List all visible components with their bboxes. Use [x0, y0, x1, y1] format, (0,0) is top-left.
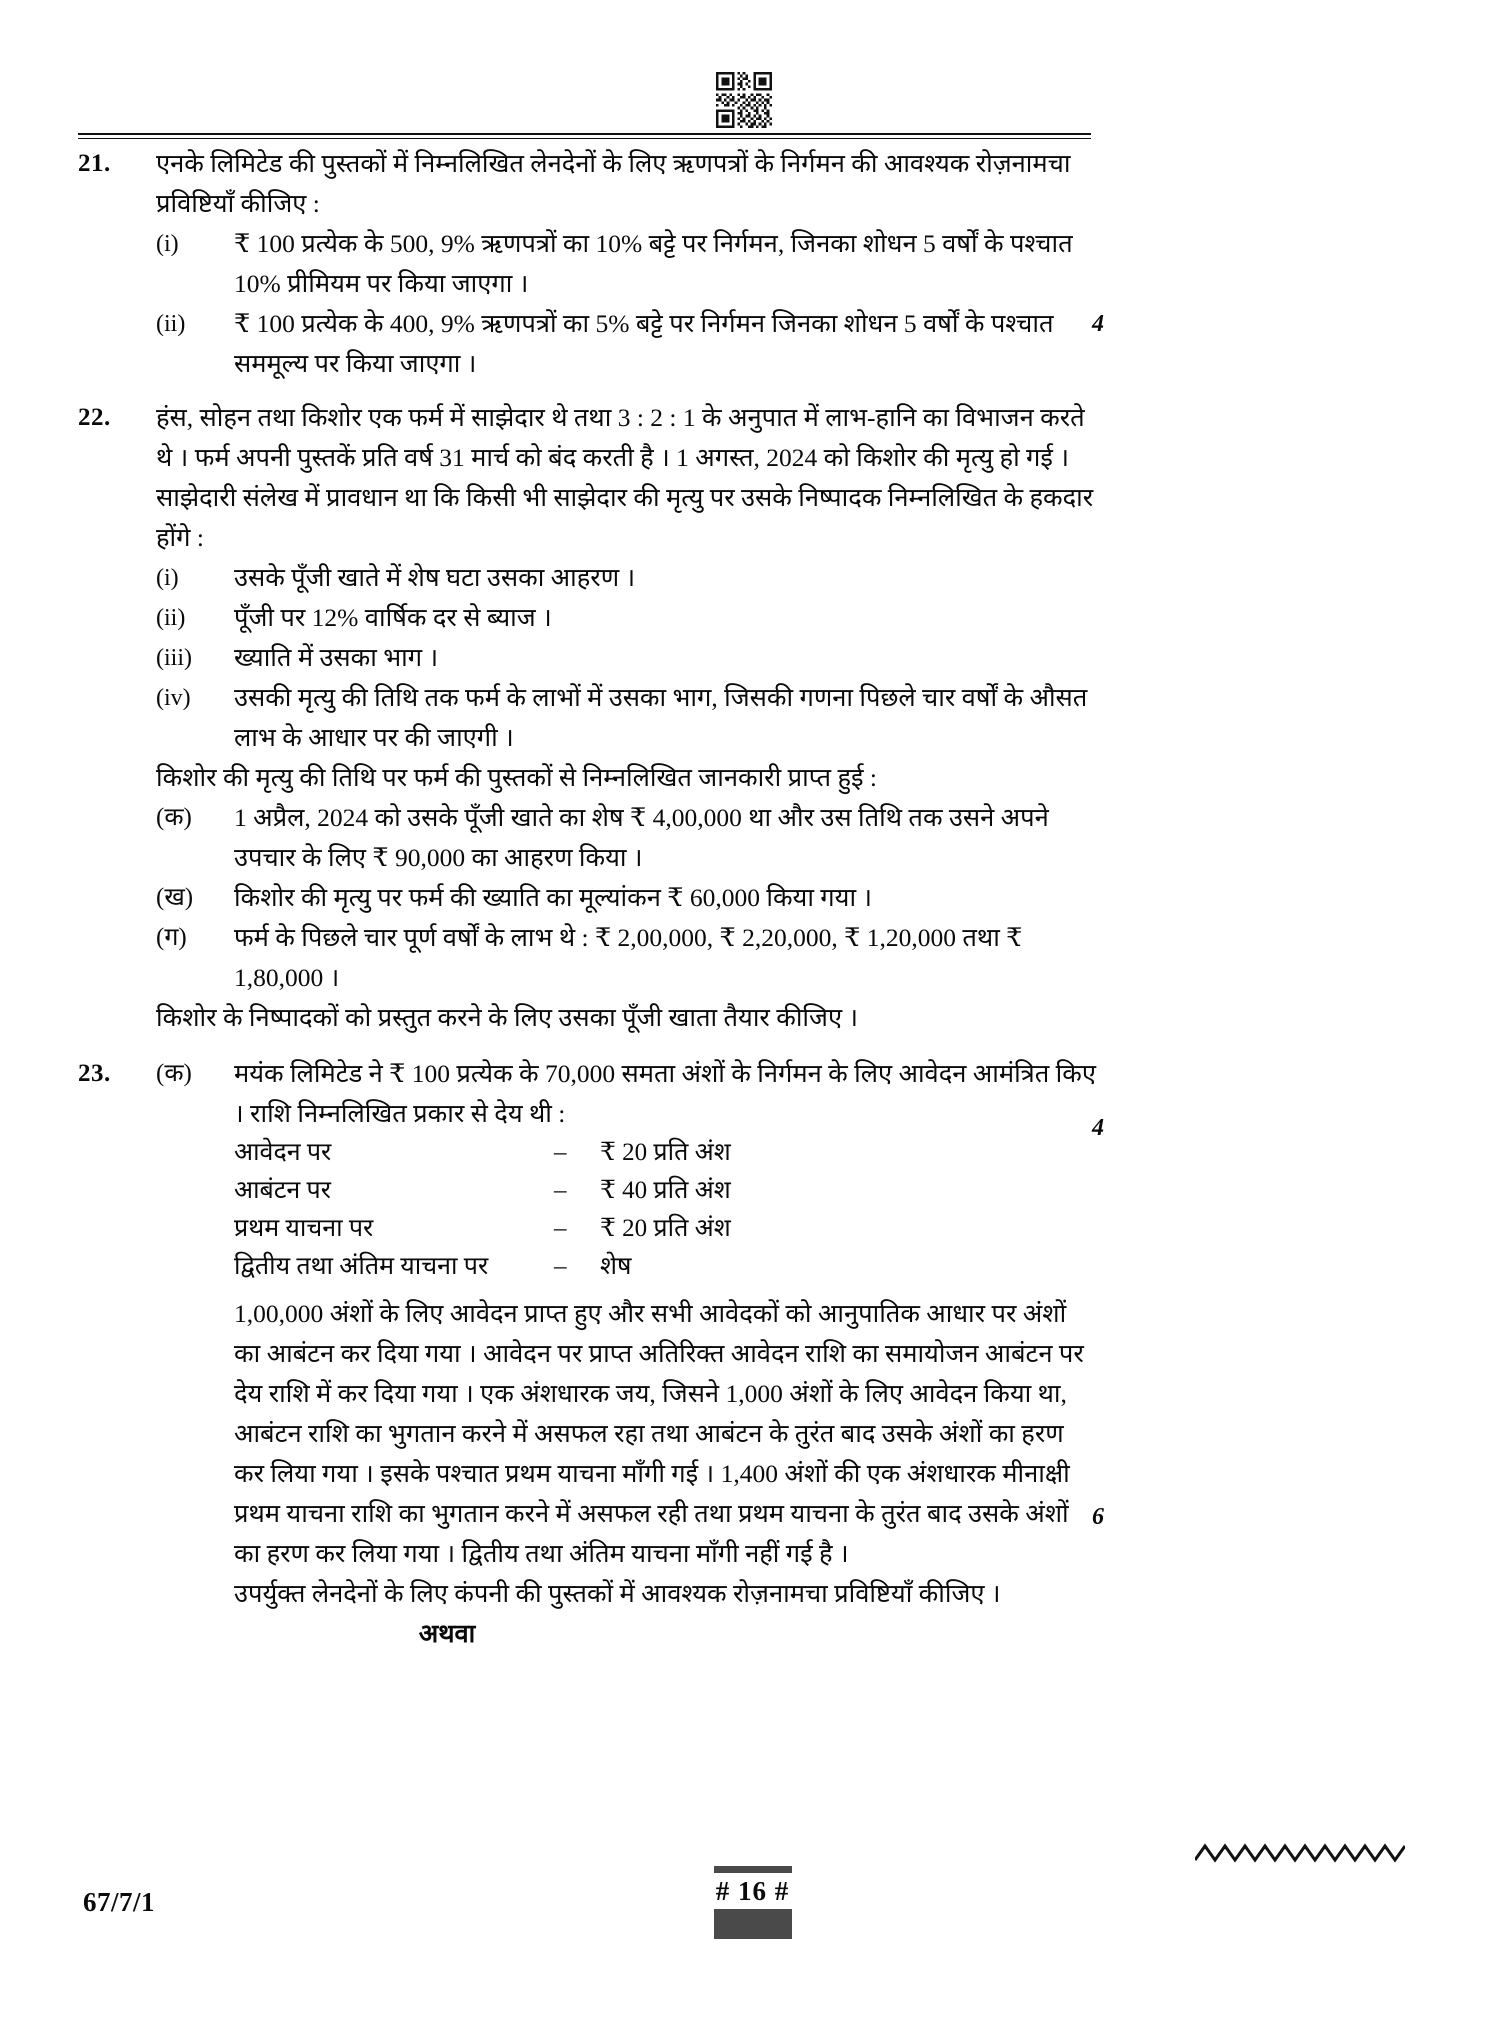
- item-marker: (i): [156, 565, 179, 591]
- question-22-items-2: [156, 798, 1098, 998]
- question-22-mid-text: किशोर की मृत्यु की तिथि पर फर्म की पुस्तकों से निम्नलिखित जानकारी प्राप्त हुई :: [156, 763, 877, 792]
- page-bar-top: [714, 1866, 792, 1873]
- schedule-label: आवेदन पर: [234, 1139, 332, 1166]
- item-marker: (iv): [156, 685, 191, 711]
- list-item: [156, 558, 1098, 598]
- squiggle-decoration-icon: [1195, 1840, 1405, 1868]
- paper-code: 67/7/1: [83, 1887, 156, 1917]
- question-23: [78, 1054, 1104, 1654]
- payment-schedule-table: [234, 1134, 731, 1286]
- item-text: पूँजी पर 12% वार्षिक दर से ब्याज ।: [234, 603, 552, 632]
- list-item: [156, 224, 1098, 304]
- question-23-number: 23.: [78, 1060, 111, 1087]
- question-21: [78, 144, 1104, 384]
- schedule-dash: –: [554, 1215, 567, 1242]
- list-item: [156, 798, 1098, 878]
- list-item: [156, 598, 1098, 638]
- question-22-items: [156, 558, 1098, 758]
- page-number-block: [0, 1866, 1505, 1939]
- alternative-label: अथवा: [418, 1619, 476, 1648]
- page-number: # 16 #: [715, 1876, 790, 1906]
- item-text: किशोर की मृत्यु पर फर्म की ख्याति का मूल्यांकन ₹ 60,000 किया गया ।: [234, 883, 873, 912]
- table-row: [234, 1248, 731, 1286]
- schedule-dash: –: [554, 1139, 567, 1166]
- item-marker: (ii): [156, 311, 186, 337]
- question-23-closing: उपर्युक्त लेनदेनों के लिए कंपनी की पुस्तकों में आवश्यक रोज़नामचा प्रविष्टियाँ कीजिए ।: [234, 1579, 1001, 1608]
- questions-container: [78, 144, 1104, 1654]
- item-marker: (ii): [156, 605, 186, 631]
- list-item: [156, 918, 1098, 998]
- list-item: [156, 638, 1098, 678]
- question-22-marks: 4: [1092, 1115, 1104, 1141]
- question-23-intro: मयंक लिमिटेड ने ₹ 100 प्रत्येक के 70,000 समता अंशों के निर्गमन के लिए आवेदन आमंत्रित किए । राशि निम्नलिखित प्रकार से देय थी :: [234, 1059, 1096, 1128]
- item-marker: (ख): [156, 884, 194, 911]
- table-row: [234, 1210, 731, 1248]
- question-21-intro: एनके लिमिटेड की पुस्तकों में निम्नलिखित लेनदेनों के लिए ऋणपत्रों के निर्गमन की आवश्यक रोज़नामचा प्रविष्टियाँ कीजिए :: [156, 149, 1071, 218]
- item-marker: (ग): [156, 924, 187, 951]
- item-marker: (i): [156, 231, 179, 257]
- qr-code-icon: [716, 72, 772, 128]
- list-item: [156, 304, 1098, 384]
- item-text: ₹ 100 प्रत्येक के 400, 9% ऋणपत्रों का 5% बट्टे पर निर्गमन जिनका शोधन 5 वर्षों के पश्चात सममूल्य पर किया जाएगा ।: [234, 309, 1054, 378]
- schedule-value: ₹ 20 प्रति अंश: [600, 1139, 731, 1166]
- item-text: फर्म के पिछले चार पूर्ण वर्षों के लाभ थे : ₹ 2,00,000, ₹ 2,20,000, ₹ 1,20,000 तथा ₹ 1,80,000 ।: [234, 923, 1023, 992]
- question-21-items: [156, 224, 1098, 384]
- schedule-value: शेष: [600, 1253, 632, 1280]
- item-text: उसके पूँजी खाते में शेष घटा उसका आहरण ।: [234, 563, 636, 592]
- question-23-body: 1,00,000 अंशों के लिए आवेदन प्राप्त हुए और सभी आवेदकों को आनुपातिक आधार पर अंशों का आबंटन कर दिया गया । आवेदन पर प्राप्त अतिरिक्त आवेदन राशि का समायोजन आबंटन पर देय राशि में कर दिया गया । एक अंशधारक जय, जिसने 1,000 अंशों के लिए आवेदन किया था, आबंटन राशि का भुगतान करने में असफल रहा तथा आबंटन के तुरंत बाद उसके अंशों का हरण कर लिया गया । इसके पश्चात प्रथम याचना माँगी गई । 1,400 अंशों की एक अंशधारक मीनाक्षी प्रथम याचना राशि का भुगतान करने में असफल रही तथा प्रथम याचना के तुरंत बाद उसके अंशों का हरण कर लिया गया । द्वितीय तथा अंतिम याचना माँगी नहीं गई है ।: [234, 1299, 1084, 1568]
- schedule-dash: –: [554, 1253, 567, 1280]
- question-21-number: 21.: [78, 150, 111, 177]
- schedule-value: ₹ 40 प्रति अंश: [600, 1177, 731, 1204]
- table-row: [234, 1172, 731, 1210]
- item-text: 1 अप्रैल, 2024 को उसके पूँजी खाते का शेष ₹ 4,00,000 था और उस तिथि तक उसने अपने उपचार के लिए ₹ 90,000 का आहरण किया ।: [234, 803, 1049, 872]
- schedule-label: प्रथम याचना पर: [234, 1215, 374, 1242]
- schedule-label: आबंटन पर: [234, 1177, 331, 1204]
- schedule-value: ₹ 20 प्रति अंश: [600, 1215, 731, 1242]
- item-text: उसकी मृत्यु की तिथि तक फर्म के लाभों में उसका भाग, जिसकी गणना पिछले चार वर्षों के औसत लाभ के आधार पर की जाएगी ।: [234, 683, 1088, 752]
- table-row: [234, 1134, 731, 1172]
- question-23-part-a: [156, 1054, 1098, 1134]
- question-22-closing: किशोर के निष्पादकों को प्रस्तुत करने के लिए उसका पूँजी खाता तैयार कीजिए ।: [156, 1003, 859, 1032]
- question-22-number: 22.: [78, 404, 111, 431]
- header-rule: [78, 133, 1091, 139]
- item-marker: (क): [156, 804, 192, 831]
- page-bar-bottom: [714, 1909, 792, 1939]
- question-21-marks: 4: [1092, 311, 1104, 337]
- part-marker: (क): [156, 1060, 192, 1087]
- schedule-dash: –: [554, 1177, 567, 1204]
- question-23-marks: 6: [1092, 1504, 1104, 1530]
- item-marker: (iii): [156, 645, 192, 671]
- item-text: ख्याति में उसका भाग ।: [234, 643, 439, 672]
- list-item: [156, 678, 1098, 758]
- list-item: [156, 878, 1098, 918]
- item-text: ₹ 100 प्रत्येक के 500, 9% ऋणपत्रों का 10% बट्टे पर निर्गमन, जिनका शोधन 5 वर्षों के पश्चात 10% प्रीमियम पर किया जाएगा ।: [234, 229, 1073, 298]
- schedule-label: द्वितीय तथा अंतिम याचना पर: [234, 1253, 489, 1280]
- question-22-intro: हंस, सोहन तथा किशोर एक फर्म में साझेदार थे तथा 3 : 2 : 1 के अनुपात में लाभ-हानि का विभाजन करते थे । फर्म अपनी पुस्तकें प्रति वर्ष 31 मार्च को बंद करती है । 1 अगस्त, 2024 को किशोर की मृत्यु हो गई । साझेदारी संलेख में प्रावधान था कि किसी भी साझेदार की मृत्यु पर उसके निष्पादक निम्नलिखित के हकदार होंगे :: [156, 403, 1094, 552]
